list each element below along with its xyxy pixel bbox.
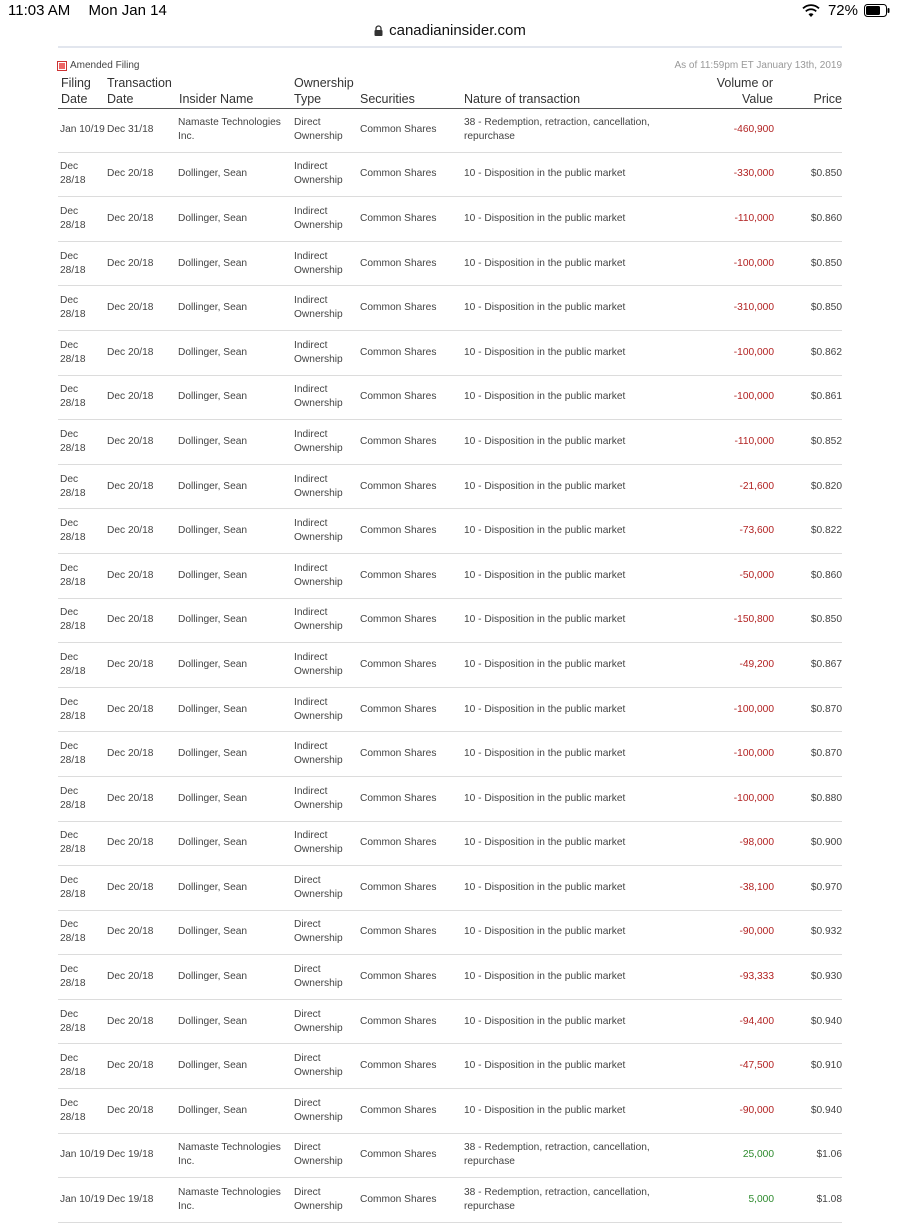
nature-cell: 38 - Redemption, retraction, cancellation, repurchase bbox=[464, 116, 650, 142]
insider-name-link[interactable]: Dollinger, Sean bbox=[178, 1015, 248, 1027]
nature-cell: 38 - Redemption, retraction, cancellation, repurchase bbox=[464, 1142, 650, 1168]
ownership-type-cell: Direct Ownership bbox=[294, 874, 343, 900]
transaction-date-cell: Dec 20/18 bbox=[107, 168, 154, 180]
table-row bbox=[58, 732, 842, 777]
transaction-date-cell: Dec 20/18 bbox=[107, 703, 154, 715]
table-row bbox=[58, 822, 842, 867]
transaction-date-cell: Dec 20/18 bbox=[107, 792, 154, 804]
header-filing-date-l1: Filing bbox=[61, 76, 91, 90]
securities-cell: Common Shares bbox=[360, 1060, 437, 1072]
price-cell: $0.860 bbox=[810, 212, 842, 224]
transaction-date-cell: Dec 19/18 bbox=[107, 1149, 154, 1161]
nature-cell: 10 - Disposition in the public market bbox=[464, 881, 626, 893]
battery-percent: 72% bbox=[827, 2, 858, 19]
price-cell: $0.900 bbox=[810, 837, 842, 849]
price-cell: $0.850 bbox=[810, 614, 842, 626]
insider-name-link[interactable]: Dollinger, Sean bbox=[178, 435, 248, 447]
amended-text: Amended Filing bbox=[70, 60, 140, 71]
volume-cell: -110,000 bbox=[734, 212, 774, 224]
url-text: canadianinsider.com bbox=[389, 22, 526, 39]
table-row bbox=[58, 509, 842, 554]
securities-cell: Common Shares bbox=[360, 1149, 437, 1161]
securities-cell: Common Shares bbox=[360, 837, 437, 849]
insider-name-link[interactable]: Dollinger, Sean bbox=[178, 703, 248, 715]
volume-cell: -330,000 bbox=[733, 168, 774, 180]
ownership-type-cell: Indirect Ownership bbox=[294, 518, 343, 544]
securities-cell: Common Shares bbox=[360, 971, 437, 983]
transaction-date-cell: Dec 20/18 bbox=[107, 1104, 154, 1116]
filing-date-cell: Dec 28/18 bbox=[60, 607, 86, 633]
securities-cell: Common Shares bbox=[360, 1015, 437, 1027]
table-row bbox=[58, 286, 842, 331]
nature-cell: 10 - Disposition in the public market bbox=[464, 525, 626, 537]
volume-cell: -90,000 bbox=[739, 926, 774, 938]
transaction-date-cell: Dec 20/18 bbox=[107, 212, 154, 224]
ownership-type-cell: Indirect Ownership bbox=[294, 785, 343, 811]
insider-name-link[interactable]: Dollinger, Sean bbox=[178, 881, 248, 893]
wifi-icon bbox=[802, 4, 820, 18]
ownership-type-cell: Indirect Ownership bbox=[294, 339, 343, 365]
price-cell: $0.852 bbox=[810, 435, 842, 447]
transaction-date-cell: Dec 20/18 bbox=[107, 346, 154, 358]
filing-date-cell: Dec 28/18 bbox=[60, 384, 86, 410]
price-cell: $0.932 bbox=[810, 926, 842, 938]
filing-date-cell: Dec 28/18 bbox=[60, 562, 86, 588]
transaction-date-cell: Dec 20/18 bbox=[107, 525, 154, 537]
insider-name-link[interactable]: Namaste Technologies Inc. bbox=[178, 1142, 281, 1168]
table-row bbox=[58, 108, 842, 153]
securities-cell: Common Shares bbox=[360, 346, 437, 358]
insider-name-link[interactable]: Dollinger, Sean bbox=[178, 257, 248, 269]
table-row bbox=[58, 1178, 842, 1223]
table-row bbox=[58, 242, 842, 287]
transaction-date-cell: Dec 20/18 bbox=[107, 302, 154, 314]
transaction-date-cell: Dec 20/18 bbox=[107, 391, 154, 403]
volume-cell: -100,000 bbox=[733, 703, 774, 715]
table-row bbox=[58, 1000, 842, 1045]
volume-cell: -100,000 bbox=[733, 391, 774, 403]
price-cell: $0.861 bbox=[810, 391, 842, 403]
nature-cell: 10 - Disposition in the public market bbox=[464, 1104, 626, 1116]
ownership-type-cell: Indirect Ownership bbox=[294, 651, 343, 677]
filing-date-cell: Dec 28/18 bbox=[60, 1008, 86, 1034]
filing-date-cell: Dec 28/18 bbox=[60, 741, 86, 767]
filing-date-cell: Dec 28/18 bbox=[60, 785, 86, 811]
nature-cell: 10 - Disposition in the public market bbox=[464, 168, 626, 180]
ownership-type-cell: Direct Ownership bbox=[294, 1142, 343, 1168]
insider-name-link[interactable]: Dollinger, Sean bbox=[178, 1104, 248, 1116]
price-cell: $0.870 bbox=[810, 748, 842, 760]
table-row bbox=[58, 331, 842, 376]
volume-cell: -150,800 bbox=[733, 614, 774, 626]
table-row bbox=[58, 1089, 842, 1134]
header-transaction-date-l1: Transaction bbox=[107, 76, 172, 90]
filing-date-cell: Dec 28/18 bbox=[60, 696, 86, 722]
nature-cell: 10 - Disposition in the public market bbox=[464, 1060, 626, 1072]
securities-cell: Common Shares bbox=[360, 1104, 437, 1116]
filing-date-cell: Dec 28/18 bbox=[60, 1097, 86, 1123]
header-nature[interactable]: Nature of transaction bbox=[464, 92, 581, 106]
securities-cell: Common Shares bbox=[360, 926, 437, 938]
volume-cell: -460,900 bbox=[733, 123, 774, 135]
volume-cell: -100,000 bbox=[733, 257, 774, 269]
securities-cell: Common Shares bbox=[360, 391, 437, 403]
transaction-date-cell: Dec 20/18 bbox=[107, 569, 154, 581]
table-row bbox=[58, 599, 842, 644]
filing-date-cell: Dec 28/18 bbox=[60, 1053, 86, 1079]
header-insider-name[interactable]: Insider Name bbox=[179, 92, 254, 106]
price-cell: $1.08 bbox=[816, 1194, 842, 1206]
insider-name-link[interactable]: Dollinger, Sean bbox=[178, 480, 248, 492]
price-cell: $0.880 bbox=[810, 792, 842, 804]
table-row bbox=[58, 376, 842, 421]
filing-date-cell: Dec 28/18 bbox=[60, 295, 86, 321]
insider-name-link[interactable]: Dollinger, Sean bbox=[178, 614, 248, 626]
header-volume-l2: Value bbox=[741, 92, 773, 106]
securities-cell: Common Shares bbox=[360, 569, 437, 581]
insider-name-link[interactable]: Namaste Technologies Inc. bbox=[178, 116, 281, 142]
table-row bbox=[58, 688, 842, 733]
price-cell: $0.850 bbox=[810, 257, 842, 269]
ownership-type-cell: Indirect Ownership bbox=[294, 830, 343, 856]
volume-cell: -90,000 bbox=[739, 1104, 774, 1116]
table-row bbox=[58, 465, 842, 510]
ownership-type-cell: Direct Ownership bbox=[294, 1008, 343, 1034]
filing-date-cell: Jan 10/19 bbox=[60, 123, 105, 135]
nature-cell: 10 - Disposition in the public market bbox=[464, 569, 626, 581]
securities-cell: Common Shares bbox=[360, 212, 437, 224]
amended-icon bbox=[57, 61, 67, 71]
table-row bbox=[58, 420, 842, 465]
volume-cell: -47,500 bbox=[739, 1060, 774, 1072]
ownership-type-cell: Indirect Ownership bbox=[294, 741, 343, 767]
lock-icon bbox=[374, 25, 383, 36]
header-transaction-date-l2: Date bbox=[107, 92, 134, 106]
insider-name-link[interactable]: Dollinger, Sean bbox=[178, 971, 248, 983]
ownership-type-cell: Direct Ownership bbox=[294, 919, 343, 945]
volume-cell: -100,000 bbox=[733, 346, 774, 358]
ownership-type-cell: Direct Ownership bbox=[294, 964, 343, 990]
nature-cell: 10 - Disposition in the public market bbox=[464, 792, 626, 804]
volume-cell: -73,600 bbox=[739, 525, 774, 537]
nature-cell: 10 - Disposition in the public market bbox=[464, 748, 626, 760]
as-of-date: As of 11:59pm ET January 13th, 2019 bbox=[674, 60, 842, 71]
price-cell: $0.850 bbox=[810, 302, 842, 314]
ownership-type-cell: Direct Ownership bbox=[294, 1187, 343, 1213]
securities-cell: Common Shares bbox=[360, 614, 437, 626]
insider-name-link[interactable]: Dollinger, Sean bbox=[178, 926, 248, 938]
price-cell: $0.820 bbox=[810, 480, 842, 492]
insider-name-link[interactable]: Dollinger, Sean bbox=[178, 302, 248, 314]
volume-cell: -310,000 bbox=[733, 302, 774, 314]
transaction-date-cell: Dec 20/18 bbox=[107, 257, 154, 269]
volume-cell: -100,000 bbox=[733, 792, 774, 804]
filing-date-cell: Dec 28/18 bbox=[60, 473, 86, 499]
securities-cell: Common Shares bbox=[360, 1194, 437, 1206]
ownership-type-cell: Direct Ownership bbox=[294, 1097, 343, 1123]
filing-date-cell: Jan 10/19 bbox=[60, 1149, 105, 1161]
ownership-type-cell: Indirect Ownership bbox=[294, 161, 343, 187]
price-cell: $0.930 bbox=[810, 971, 842, 983]
insider-name-link[interactable]: Dollinger, Sean bbox=[178, 569, 248, 581]
volume-cell: -38,100 bbox=[739, 881, 774, 893]
table-row bbox=[58, 777, 842, 822]
insider-name-link[interactable]: Dollinger, Sean bbox=[178, 391, 248, 403]
price-cell: $0.850 bbox=[810, 168, 842, 180]
price-cell: $0.822 bbox=[810, 525, 842, 537]
filing-date-cell: Jan 10/19 bbox=[60, 1194, 105, 1206]
nature-cell: 10 - Disposition in the public market bbox=[464, 257, 626, 269]
nature-cell: 10 - Disposition in the public market bbox=[464, 302, 626, 314]
volume-cell: 5,000 bbox=[748, 1194, 774, 1206]
insider-name-link[interactable]: Namaste Technologies Inc. bbox=[178, 1187, 281, 1213]
transaction-date-cell: Dec 20/18 bbox=[107, 435, 154, 447]
price-cell: $0.970 bbox=[810, 881, 842, 893]
insider-name-link[interactable]: Dollinger, Sean bbox=[178, 525, 248, 537]
filing-date-cell: Dec 28/18 bbox=[60, 651, 86, 677]
nature-cell: 10 - Disposition in the public market bbox=[464, 435, 626, 447]
price-cell: $0.870 bbox=[810, 703, 842, 715]
insider-name-link[interactable]: Dollinger, Sean bbox=[178, 1060, 248, 1072]
securities-cell: Common Shares bbox=[360, 881, 437, 893]
insider-name-link[interactable]: Dollinger, Sean bbox=[178, 346, 248, 358]
price-cell: $0.940 bbox=[810, 1104, 842, 1116]
header-volume-l1: Volume or bbox=[716, 76, 773, 90]
amended-filing-label[interactable] bbox=[57, 60, 139, 71]
securities-cell: Common Shares bbox=[360, 658, 437, 670]
ownership-type-cell: Indirect Ownership bbox=[294, 205, 343, 231]
battery-icon bbox=[864, 4, 890, 17]
nature-cell: 38 - Redemption, retraction, cancellation, repurchase bbox=[464, 1187, 650, 1213]
transaction-date-cell: Dec 20/18 bbox=[107, 480, 154, 492]
header-filing-date[interactable] bbox=[61, 75, 91, 107]
table-row bbox=[58, 1134, 842, 1179]
status-bar bbox=[0, 0, 900, 22]
filing-date-cell: Dec 28/18 bbox=[60, 339, 86, 365]
securities-cell: Common Shares bbox=[360, 748, 437, 760]
header-securities[interactable]: Securities bbox=[360, 92, 415, 106]
insider-name-link[interactable]: Dollinger, Sean bbox=[178, 658, 248, 670]
insider-name-link[interactable]: Dollinger, Sean bbox=[178, 792, 248, 804]
nature-cell: 10 - Disposition in the public market bbox=[464, 212, 626, 224]
header-ownership-l2: Type bbox=[294, 92, 322, 106]
filing-date-cell: Dec 28/18 bbox=[60, 874, 86, 900]
ownership-type-cell: Direct Ownership bbox=[294, 1053, 343, 1079]
filing-date-cell: Dec 28/18 bbox=[60, 250, 86, 276]
ownership-type-cell: Indirect Ownership bbox=[294, 562, 343, 588]
filing-date-cell: Dec 28/18 bbox=[60, 518, 86, 544]
volume-cell: -94,400 bbox=[739, 1015, 774, 1027]
insider-name-link[interactable]: Dollinger, Sean bbox=[178, 748, 248, 760]
volume-cell: -93,333 bbox=[739, 971, 774, 983]
transactions-table bbox=[58, 108, 842, 1223]
filing-date-cell: Dec 28/18 bbox=[60, 428, 86, 454]
ownership-type-cell: Direct Ownership bbox=[294, 116, 343, 142]
nature-cell: 10 - Disposition in the public market bbox=[464, 926, 626, 938]
securities-cell: Common Shares bbox=[360, 480, 437, 492]
top-divider bbox=[58, 46, 842, 48]
nature-cell: 10 - Disposition in the public market bbox=[464, 480, 626, 492]
filing-date-cell: Dec 28/18 bbox=[60, 919, 86, 945]
transaction-date-cell: Dec 20/18 bbox=[107, 926, 154, 938]
table-row bbox=[58, 911, 842, 956]
table-row bbox=[58, 866, 842, 911]
transaction-date-cell: Dec 20/18 bbox=[107, 1060, 154, 1072]
volume-cell: -110,000 bbox=[734, 435, 774, 447]
securities-cell: Common Shares bbox=[360, 703, 437, 715]
nature-cell: 10 - Disposition in the public market bbox=[464, 614, 626, 626]
securities-cell: Common Shares bbox=[360, 792, 437, 804]
filing-date-cell: Dec 28/18 bbox=[60, 161, 86, 187]
securities-cell: Common Shares bbox=[360, 168, 437, 180]
transaction-date-cell: Dec 19/18 bbox=[107, 1194, 154, 1206]
insider-name-link[interactable]: Dollinger, Sean bbox=[178, 837, 248, 849]
insider-name-link[interactable]: Dollinger, Sean bbox=[178, 212, 248, 224]
ownership-type-cell: Indirect Ownership bbox=[294, 295, 343, 321]
transaction-date-cell: Dec 20/18 bbox=[107, 614, 154, 626]
table-row bbox=[58, 554, 842, 599]
transaction-date-cell: Dec 31/18 bbox=[107, 123, 154, 135]
volume-cell: -50,000 bbox=[739, 569, 774, 581]
volume-cell: -100,000 bbox=[733, 748, 774, 760]
insider-name-link[interactable]: Dollinger, Sean bbox=[178, 168, 248, 180]
securities-cell: Common Shares bbox=[360, 302, 437, 314]
nature-cell: 10 - Disposition in the public market bbox=[464, 971, 626, 983]
volume-cell: -49,200 bbox=[739, 658, 774, 670]
nature-cell: 10 - Disposition in the public market bbox=[464, 837, 626, 849]
header-filing-date-l2: Date bbox=[61, 92, 88, 106]
header-ownership-type[interactable] bbox=[294, 75, 354, 107]
ownership-type-cell: Indirect Ownership bbox=[294, 696, 343, 722]
price-cell: $0.940 bbox=[810, 1015, 842, 1027]
ownership-type-cell: Indirect Ownership bbox=[294, 428, 343, 454]
ownership-type-cell: Indirect Ownership bbox=[294, 607, 343, 633]
volume-cell: -98,000 bbox=[739, 837, 774, 849]
table-row bbox=[58, 153, 842, 198]
header-price[interactable]: Price bbox=[813, 92, 842, 106]
nature-cell: 10 - Disposition in the public market bbox=[464, 703, 626, 715]
filing-date-cell: Dec 28/18 bbox=[60, 205, 86, 231]
header-transaction-date[interactable] bbox=[107, 75, 172, 107]
securities-cell: Common Shares bbox=[360, 257, 437, 269]
transaction-date-cell: Dec 20/18 bbox=[107, 971, 154, 983]
table-row bbox=[58, 197, 842, 242]
ownership-type-cell: Indirect Ownership bbox=[294, 473, 343, 499]
url-bar[interactable] bbox=[0, 22, 900, 44]
price-cell: $0.860 bbox=[810, 569, 842, 581]
header-ownership-l1: Ownership bbox=[294, 76, 354, 90]
table-row bbox=[58, 955, 842, 1000]
nature-cell: 10 - Disposition in the public market bbox=[464, 1015, 626, 1027]
price-cell: $1.06 bbox=[816, 1149, 842, 1161]
price-cell: $0.862 bbox=[810, 346, 842, 358]
nature-cell: 10 - Disposition in the public market bbox=[464, 346, 626, 358]
table-row bbox=[58, 643, 842, 688]
transaction-date-cell: Dec 20/18 bbox=[107, 837, 154, 849]
nature-cell: 10 - Disposition in the public market bbox=[464, 391, 626, 403]
securities-cell: Common Shares bbox=[360, 525, 437, 537]
price-cell: $0.867 bbox=[810, 658, 842, 670]
volume-cell: -21,600 bbox=[739, 480, 774, 492]
table-row bbox=[58, 1044, 842, 1089]
header-volume[interactable] bbox=[717, 75, 773, 107]
ownership-type-cell: Indirect Ownership bbox=[294, 384, 343, 410]
transaction-date-cell: Dec 20/18 bbox=[107, 658, 154, 670]
nature-cell: 10 - Disposition in the public market bbox=[464, 658, 626, 670]
filing-date-cell: Dec 28/18 bbox=[60, 964, 86, 990]
status-date: Mon Jan 14 bbox=[88, 2, 167, 19]
securities-cell: Common Shares bbox=[360, 123, 437, 135]
volume-cell: 25,000 bbox=[742, 1149, 774, 1161]
transaction-date-cell: Dec 20/18 bbox=[107, 881, 154, 893]
securities-cell: Common Shares bbox=[360, 435, 437, 447]
filing-date-cell: Dec 28/18 bbox=[60, 830, 86, 856]
transaction-date-cell: Dec 20/18 bbox=[107, 1015, 154, 1027]
ownership-type-cell: Indirect Ownership bbox=[294, 250, 343, 276]
transaction-date-cell: Dec 20/18 bbox=[107, 748, 154, 760]
price-cell: $0.910 bbox=[810, 1060, 842, 1072]
status-time: 11:03 AM bbox=[8, 2, 71, 19]
